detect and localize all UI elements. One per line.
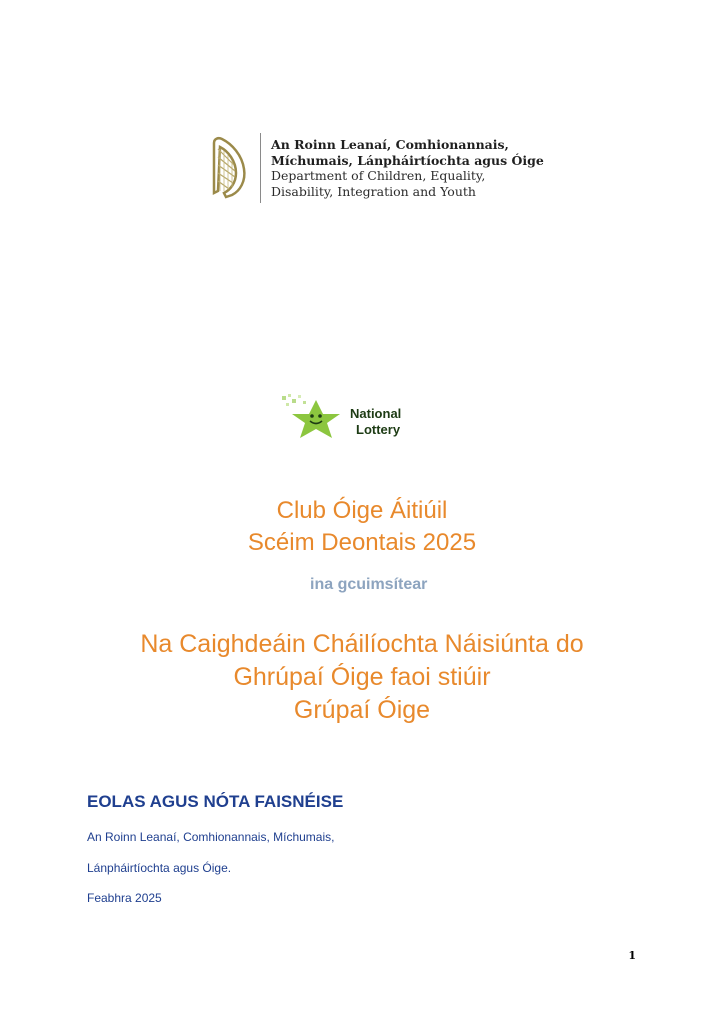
page-number: 1 xyxy=(628,949,636,962)
info-date: Feabhra 2025 xyxy=(87,891,162,905)
dept-english-line-2: Disability, Integration and Youth xyxy=(271,183,476,199)
harp-icon xyxy=(204,135,252,201)
title-line-1: Club Óige Áitiúil xyxy=(276,497,448,524)
logo-divider xyxy=(260,133,261,203)
info-line-2: Lánpháirtíochta agus Óige. xyxy=(87,861,232,875)
department-logo xyxy=(204,132,544,204)
info-heading: EOLAS AGUS NÓTA FAISNÉISE xyxy=(87,792,344,811)
lottery-word-1: National xyxy=(350,406,402,421)
national-lottery-logo xyxy=(278,392,440,446)
scheme-title xyxy=(0,495,724,559)
title-line-2: Scéim Deontais 2025 xyxy=(247,529,477,556)
standards-title xyxy=(0,628,724,727)
title-line-3: Na Caighdeáin Cháilíochta Náisiúnta do xyxy=(140,630,584,658)
lottery-word-2: Lottery xyxy=(356,422,401,437)
title-line-4: Ghrúpaí Óige faoi stiúir xyxy=(233,663,491,691)
dept-irish-line-1: An Roinn Leanaí, Comhionannais, xyxy=(271,137,509,152)
title-line-5: Grúpaí Óige xyxy=(293,696,431,724)
department-name xyxy=(271,137,544,199)
dept-irish-line-2: Míchumais, Lánpháirtíochta agus Óige xyxy=(271,152,544,168)
dept-english-line-1: Department of Children, Equality, xyxy=(271,168,486,183)
subtitle: ina gcuimsítear xyxy=(310,576,428,593)
info-line-1: An Roinn Leanaí, Comhionannais, Míchumais, xyxy=(87,830,335,844)
